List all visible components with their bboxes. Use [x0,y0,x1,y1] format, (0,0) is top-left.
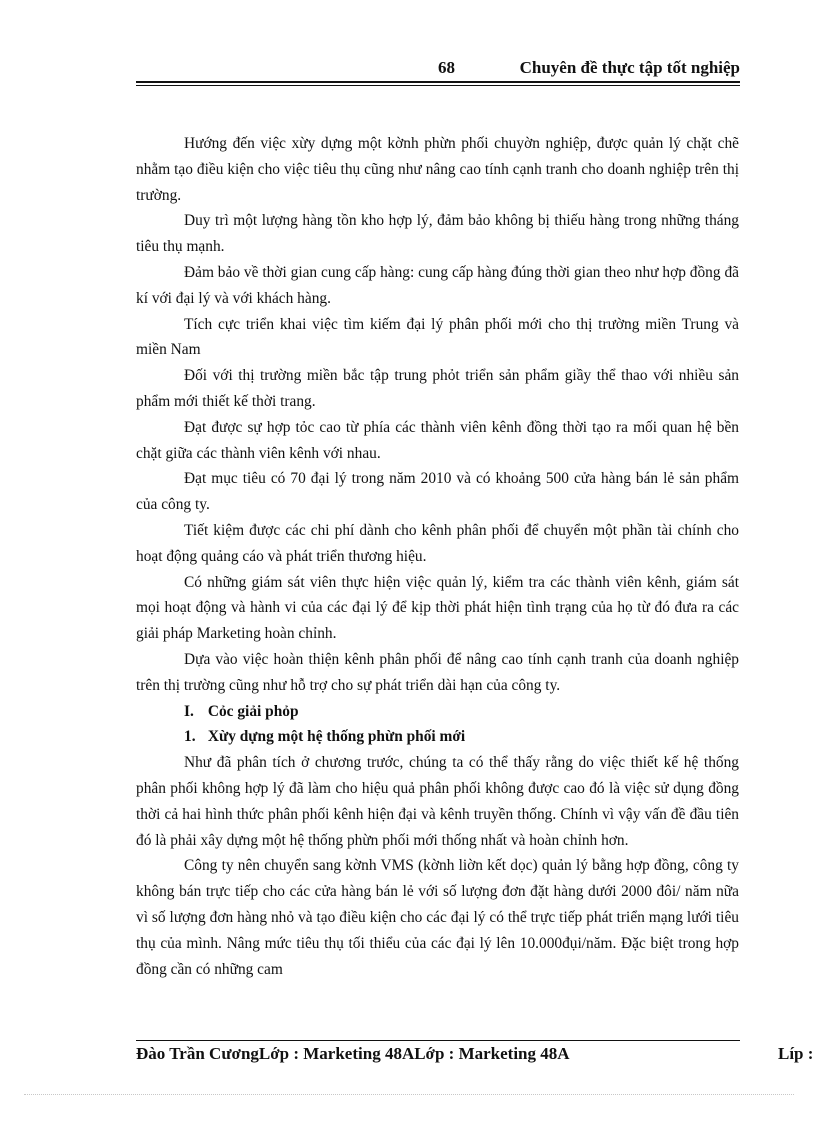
paragraph: Tiết kiệm được các chi phí dành cho kênh phân phối để chuyển một phần tài chính cho hoạt động quảng cáo và phát triển thương hiệu. [136,521,739,565]
paragraph: Tích cực triển khai việc tìm kiếm đại lý phân phối mới cho thị trường miền Trung và miền Nam [136,315,739,359]
paragraph: Đạt mục tiêu có 70 đại lý trong năm 2010 và có khoảng 500 cửa hàng bán lẻ sản phẩm của công ty. [136,470,739,514]
paragraph: Hướng đến việc xừy dựng một kờnh phừn phối chuyờn nghiệp, được quản lý chặt chẽ nhằm tạo điều kiện cho việc tiêu thụ cũng như nâng cao tính cạnh tranh cho doanh nghiệp trên thị trường. [136,135,739,204]
section-heading-text: Cỏc giải phỏp [207,702,299,720]
document-title: Chuyên đề thực tập tốt nghiệp [519,58,740,77]
paragraph: Có những giám sát viên thực hiện việc quản lý, kiểm tra các thành viên kênh, giám sát mọi hoạt động và hành vi của các đại lý để kịp thời phát hiện tình trạng của họ từ đó đưa ra các giải pháp Marketing hoàn chỉnh. [136,573,739,643]
section-heading-number: I. [184,702,194,720]
header-rule-thin [136,85,740,86]
paragraph: Dựa vào việc hoàn thiện kênh phân phối để nâng cao tính cạnh tranh của doanh nghiệp trên thị trường cũng như hỗ trợ cho sự phát triển dài hạn của công ty. [136,650,739,694]
page-header [136,58,740,80]
paragraph: Đạt được sự hợp tỏc cao từ phía các thành viên kênh đồng thời tạo ra mối quan hệ bền chặt giữa các thành viên kênh với nhau. [136,418,739,462]
subsection-heading-number: 1. [184,728,196,746]
paragraph: Duy trì một lượng hàng tồn kho hợp lý, đảm bảo không bị thiếu hàng trong những tháng tiêu thụ mạnh. [136,212,739,256]
subsection-heading [136,724,739,750]
paragraph: Đảm bảo về thời gian cung cấp hàng: cung cấp hàng đúng thời gian theo như hợp đồng đã kí với đại lý và với khách hàng. [136,263,739,307]
subsection-heading-text: Xừy dựng một hệ thống phừn phối mới [207,728,466,746]
footer-class-label: Líp : [778,1044,814,1063]
page-number: 68 [438,58,455,77]
page-bottom-dotted-line [24,1094,794,1095]
paragraph: Đối với thị trường miền bắc tập trung phỏt triển sản phẩm giầy thể thao với nhiều sản phẩm mới thiết kế thời trang. [136,367,739,410]
section-heading [136,699,739,725]
page-footer [136,1044,816,1068]
footer-rule [136,1040,740,1041]
paragraph: Công ty nên chuyển sang kờnh VMS (kờnh liờn kết dọc) quản lý bằng hợp đồng, công ty không bán trực tiếp cho các cửa hàng bán lẻ với số lượng đơn đặt hàng dưới 2000 đôi/ năm nữa vì số lượng đơn hàng nhỏ và tạo điều kiện cho các đại lý có thể trực tiếp phát triển mạng lưới tiêu thụ của mình. Nâng mức tiêu thụ tối thiểu của các đại lý lên 10.000đụi/năm. Đặc biệt trong hợp đồng cần có những cam [136,857,739,978]
paragraph: Như đã phân tích ở chương trước, chúng ta có thể thấy rằng do việc thiết kế hệ thống phân phối không hợp lý đã làm cho hiệu quả phân phối không được cao đó là việc sử dụng đồng thời cả hai hình thức phân phối kênh hiện đại và kênh truyền thống. Chính vì vậy vấn đề đầu tiên đó là phải xây dựng một hệ thống phừn phối mới thống nhất và hoàn chỉnh hơn. [136,754,739,849]
document-body [136,131,739,982]
header-rule-thick [136,81,740,83]
footer-author-class: Đào Trần CươngLớp : Marketing 48ALớp : Marketing 48A [136,1044,570,1063]
